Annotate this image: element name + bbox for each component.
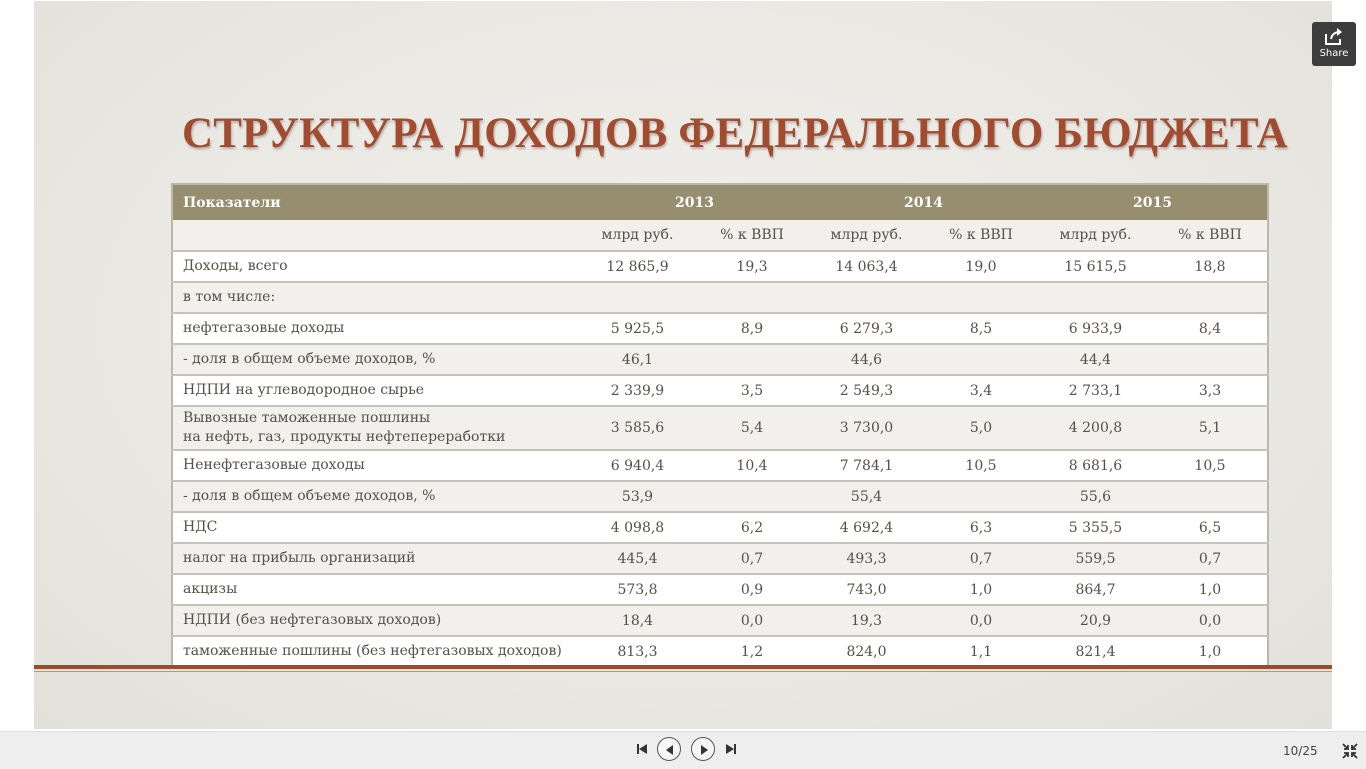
table-cell: 3,4 xyxy=(924,375,1038,406)
table-cell: 5 355,5 xyxy=(1038,512,1153,543)
table-cell: 0,0 xyxy=(924,605,1038,636)
table-cell: 559,5 xyxy=(1038,543,1153,574)
row-label xyxy=(172,543,580,574)
table-cell: 53,9 xyxy=(580,481,695,512)
row-label-text: налог на прибыль организаций xyxy=(183,550,416,566)
table-row xyxy=(172,543,1268,574)
share-icon xyxy=(1324,28,1344,46)
subheader-unit: млрд руб. xyxy=(1038,220,1153,251)
table-cell: 5,1 xyxy=(1153,406,1268,450)
table-cell: 15 615,5 xyxy=(1038,251,1153,282)
subheader-unit: % к ВВП xyxy=(1153,220,1268,251)
revenue-table xyxy=(171,183,1269,668)
row-label xyxy=(172,450,580,481)
table-cell: 1,2 xyxy=(695,636,809,667)
table-cell xyxy=(809,282,924,313)
table-cell: 0,7 xyxy=(1153,543,1268,574)
table-cell: 1,0 xyxy=(1153,636,1268,667)
table-cell: 1,1 xyxy=(924,636,1038,667)
table-row xyxy=(172,605,1268,636)
table-row xyxy=(172,512,1268,543)
footer-rule xyxy=(34,665,1332,669)
row-label-text: нефтегазовые доходы xyxy=(183,320,345,336)
table-cell: 0,7 xyxy=(695,543,809,574)
table-cell: 2 733,1 xyxy=(1038,375,1153,406)
row-label-text-line2: на нефть, газ, продукты нефтепереработки xyxy=(183,429,506,445)
row-label xyxy=(172,406,580,450)
table-cell xyxy=(1153,282,1268,313)
row-label xyxy=(172,574,580,605)
table-cell: 3,3 xyxy=(1153,375,1268,406)
row-label-text: Доходы, всего xyxy=(183,258,288,274)
table-cell: 0,0 xyxy=(1153,605,1268,636)
row-label-text: - доля в общем объеме доходов, % xyxy=(183,488,436,504)
table-cell: 3 730,0 xyxy=(809,406,924,450)
next-button[interactable] xyxy=(691,737,715,761)
row-label xyxy=(172,251,580,282)
table-cell: 6 279,3 xyxy=(809,313,924,344)
table-cell: 7 784,1 xyxy=(809,450,924,481)
table-row xyxy=(172,282,1268,313)
table-cell: 0,7 xyxy=(924,543,1038,574)
table-cell: 6,5 xyxy=(1153,512,1268,543)
table-cell xyxy=(695,282,809,313)
table-cell: 824,0 xyxy=(809,636,924,667)
table-row xyxy=(172,313,1268,344)
page-counter: 10/25 xyxy=(1283,744,1318,758)
share-label: Share xyxy=(1319,48,1349,59)
table-cell: 6,2 xyxy=(695,512,809,543)
table-cell: 4 692,4 xyxy=(809,512,924,543)
previous-button[interactable] xyxy=(657,737,681,761)
exit-fullscreen-icon[interactable] xyxy=(1342,743,1358,759)
table-row xyxy=(172,406,1268,450)
table-cell: 19,3 xyxy=(695,251,809,282)
table-cell: 18,8 xyxy=(1153,251,1268,282)
row-label xyxy=(172,313,580,344)
row-label-text: акцизы xyxy=(183,581,238,597)
table-cell: 4 098,8 xyxy=(580,512,695,543)
table-row xyxy=(172,636,1268,667)
table-cell: 0,9 xyxy=(695,574,809,605)
table-cell: 821,4 xyxy=(1038,636,1153,667)
row-label xyxy=(172,344,580,375)
table-cell: 10,4 xyxy=(695,450,809,481)
presentation-slide xyxy=(34,1,1332,729)
table-cell: 44,6 xyxy=(809,344,924,375)
table-row xyxy=(172,481,1268,512)
skip-to-start-icon[interactable] xyxy=(636,743,648,755)
footer-rule-thin xyxy=(34,671,1332,672)
subheader-unit: млрд руб. xyxy=(809,220,924,251)
table-cell: 3 585,6 xyxy=(580,406,695,450)
header-year-2015: 2015 xyxy=(1038,184,1268,220)
table-cell: 743,0 xyxy=(809,574,924,605)
table-cell xyxy=(1038,282,1153,313)
table-cell: 19,0 xyxy=(924,251,1038,282)
table-cell: 5 925,5 xyxy=(580,313,695,344)
row-label xyxy=(172,282,580,313)
row-label xyxy=(172,481,580,512)
table-cell: 8,9 xyxy=(695,313,809,344)
table-cell: 46,1 xyxy=(580,344,695,375)
table-cell: 20,9 xyxy=(1038,605,1153,636)
table-cell: 19,3 xyxy=(809,605,924,636)
table-row xyxy=(172,375,1268,406)
table-cell xyxy=(695,344,809,375)
table-cell: 18,4 xyxy=(580,605,695,636)
table-cell: 8,4 xyxy=(1153,313,1268,344)
table-cell: 5,0 xyxy=(924,406,1038,450)
table-cell xyxy=(924,344,1038,375)
subheader-empty xyxy=(172,220,580,251)
table-cell: 0,0 xyxy=(695,605,809,636)
row-label-text: НДПИ на углеводородное сырье xyxy=(183,382,425,398)
table-cell: 10,5 xyxy=(924,450,1038,481)
table-cell: 813,3 xyxy=(580,636,695,667)
table-cell xyxy=(924,481,1038,512)
next-icon xyxy=(698,744,710,756)
slide-title: СТРУКТУРА ДОХОДОВ ФЕДЕРАЛЬНОГО БЮДЖЕТА xyxy=(182,110,1288,157)
table-cell xyxy=(580,282,695,313)
table-cell: 4 200,8 xyxy=(1038,406,1153,450)
header-year-2014: 2014 xyxy=(809,184,1038,220)
table-cell xyxy=(1153,481,1268,512)
table-cell: 493,3 xyxy=(809,543,924,574)
table-cell: 3,5 xyxy=(695,375,809,406)
table-cell xyxy=(1153,344,1268,375)
row-label-text: Ненефтегазовые доходы xyxy=(183,457,365,473)
subheader-unit: % к ВВП xyxy=(924,220,1038,251)
header-indicators: Показатели xyxy=(172,184,580,220)
row-label-text: таможенные пошлины (без нефтегазовых доходов) xyxy=(183,643,562,659)
table-cell: 6 933,9 xyxy=(1038,313,1153,344)
table-subheader-row xyxy=(172,220,1268,251)
skip-to-end-icon[interactable] xyxy=(725,743,737,755)
table-cell: 2 339,9 xyxy=(580,375,695,406)
row-label xyxy=(172,605,580,636)
table-cell: 5,4 xyxy=(695,406,809,450)
row-label xyxy=(172,636,580,667)
row-label-text: НДПИ (без нефтегазовых доходов) xyxy=(183,612,442,628)
table-row xyxy=(172,574,1268,605)
table-cell: 8,5 xyxy=(924,313,1038,344)
table-cell: 6,3 xyxy=(924,512,1038,543)
table-cell: 1,0 xyxy=(924,574,1038,605)
table-row xyxy=(172,450,1268,481)
table-cell: 6 940,4 xyxy=(580,450,695,481)
previous-icon xyxy=(664,744,676,756)
table-cell: 573,8 xyxy=(580,574,695,605)
share-button[interactable] xyxy=(1312,22,1356,66)
row-label-text: - доля в общем объеме доходов, % xyxy=(183,351,436,367)
table-cell: 10,5 xyxy=(1153,450,1268,481)
row-label-text: в том числе: xyxy=(183,289,276,305)
subheader-unit: % к ВВП xyxy=(695,220,809,251)
table-row xyxy=(172,251,1268,282)
row-label-text: НДС xyxy=(183,519,218,535)
table-cell: 445,4 xyxy=(580,543,695,574)
table-cell xyxy=(695,481,809,512)
table-row xyxy=(172,344,1268,375)
table-cell: 8 681,6 xyxy=(1038,450,1153,481)
table-cell xyxy=(924,282,1038,313)
table-cell: 44,4 xyxy=(1038,344,1153,375)
table-cell: 14 063,4 xyxy=(809,251,924,282)
table-cell: 55,6 xyxy=(1038,481,1153,512)
table-header-row xyxy=(172,184,1268,220)
row-label xyxy=(172,512,580,543)
table-cell: 2 549,3 xyxy=(809,375,924,406)
subheader-unit: млрд руб. xyxy=(580,220,695,251)
row-label-text: Вывозные таможенные пошлины xyxy=(183,410,431,426)
header-year-2013: 2013 xyxy=(580,184,809,220)
table-cell: 55,4 xyxy=(809,481,924,512)
table-cell: 864,7 xyxy=(1038,574,1153,605)
row-label xyxy=(172,375,580,406)
table-cell: 1,0 xyxy=(1153,574,1268,605)
player-toolbar xyxy=(0,731,1366,769)
table-cell: 12 865,9 xyxy=(580,251,695,282)
